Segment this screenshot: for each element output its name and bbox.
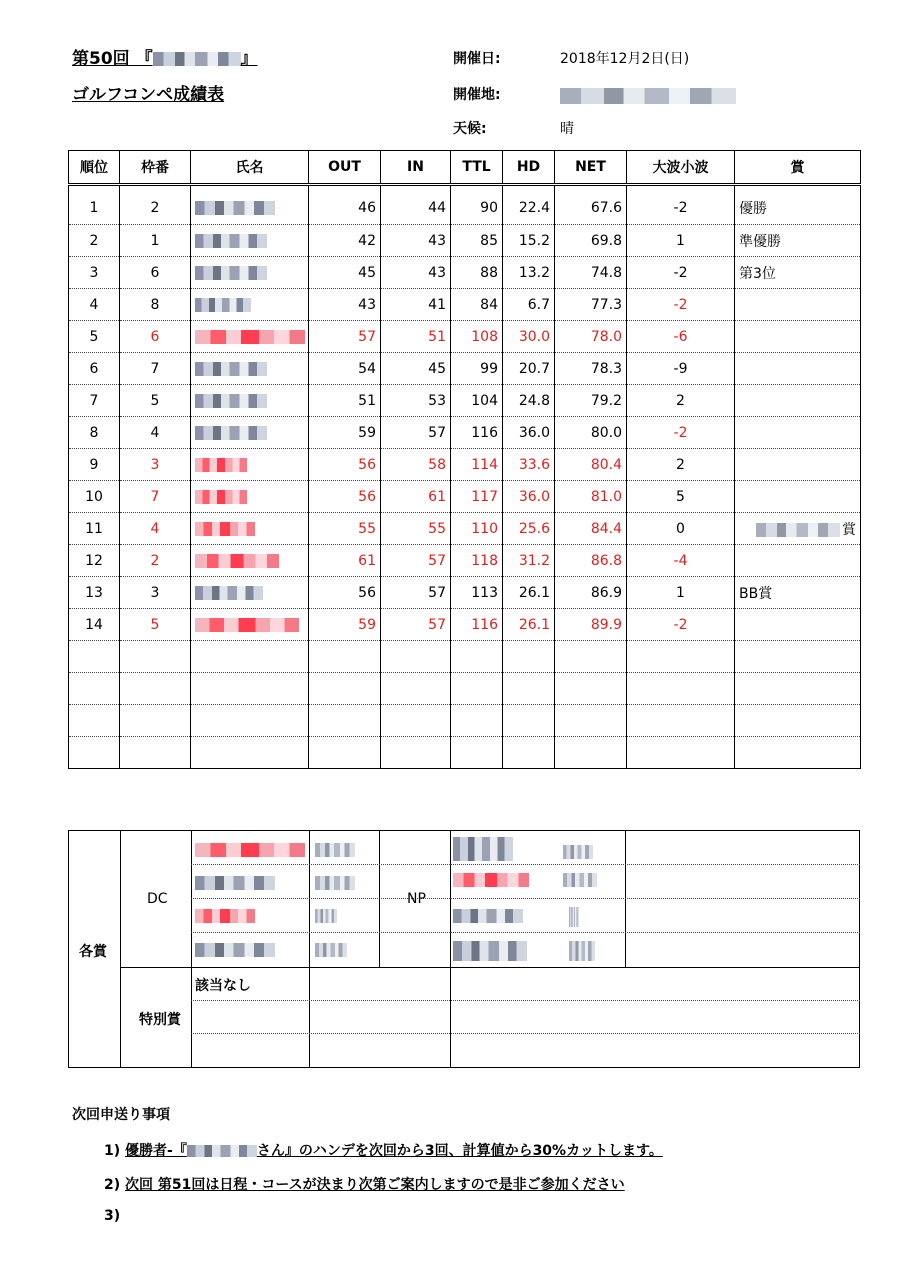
redacted-player-name — [195, 362, 267, 376]
cell-prize: BB賞 — [735, 577, 861, 609]
cell-name — [191, 417, 309, 449]
cell-frame: 7 — [120, 353, 191, 385]
table-row — [69, 481, 861, 513]
cell-hd: 25.6 — [503, 513, 555, 545]
table-empty-row — [69, 737, 861, 769]
redacted-player-name — [195, 618, 299, 632]
redacted-np-name-3 — [453, 909, 523, 923]
cell-prize — [735, 609, 861, 641]
col-net-header: NET — [555, 151, 627, 185]
table-spacer-row — [69, 185, 861, 193]
cell-frame: 7 — [120, 481, 191, 513]
cell-net: 69.8 — [555, 225, 627, 257]
cell-in: 41 — [381, 289, 451, 321]
cell-in: 43 — [381, 257, 451, 289]
cell-out: 56 — [309, 577, 381, 609]
table-row — [69, 257, 861, 289]
cell-in: 51 — [381, 321, 451, 353]
cell-wave: -2 — [627, 193, 735, 225]
cell-rank: 12 — [69, 545, 120, 577]
cell-name — [191, 513, 309, 545]
document-title — [72, 44, 258, 69]
redacted-player-name — [195, 234, 267, 248]
cell-ttl: 116 — [451, 609, 503, 641]
cell-net: 89.9 — [555, 609, 627, 641]
cell-in: 43 — [381, 225, 451, 257]
cell-wave: 2 — [627, 449, 735, 481]
cell-wave: 5 — [627, 481, 735, 513]
redacted-np-name-2 — [453, 873, 529, 887]
dc-label: DC — [147, 891, 168, 907]
col-ttl-header: TTL — [451, 151, 503, 185]
cell-in: 44 — [381, 193, 451, 225]
cell-net: 84.4 — [555, 513, 627, 545]
col-wave-header: 大波小波 — [627, 151, 735, 185]
table-header-row — [69, 151, 861, 185]
cell-out: 56 — [309, 449, 381, 481]
cell-out: 46 — [309, 193, 381, 225]
redacted-dc-name-3 — [195, 909, 255, 923]
table-row — [69, 225, 861, 257]
cell-out: 51 — [309, 385, 381, 417]
cell-prize — [735, 545, 861, 577]
redacted-player-name — [195, 458, 247, 472]
redacted-player-name — [195, 522, 255, 536]
redacted-player-name — [195, 201, 275, 215]
cell-prize — [735, 481, 861, 513]
cell-rank: 4 — [69, 289, 120, 321]
cell-wave: -2 — [627, 609, 735, 641]
cell-net: 78.0 — [555, 321, 627, 353]
cell-in: 55 — [381, 513, 451, 545]
cell-in: 45 — [381, 353, 451, 385]
cell-ttl: 84 — [451, 289, 503, 321]
cell-ttl: 99 — [451, 353, 503, 385]
redacted-player-name — [195, 394, 267, 408]
table-row — [69, 417, 861, 449]
cell-rank: 10 — [69, 481, 120, 513]
cell-prize — [735, 417, 861, 449]
cell-rank: 9 — [69, 449, 120, 481]
cell-frame: 3 — [120, 449, 191, 481]
cell-frame: 3 — [120, 577, 191, 609]
cell-frame: 6 — [120, 321, 191, 353]
cell-frame: 4 — [120, 513, 191, 545]
cell-prize: 優勝 — [735, 193, 861, 225]
cell-ttl: 113 — [451, 577, 503, 609]
redacted-player-name — [195, 298, 251, 312]
cell-prize: 準優勝 — [735, 225, 861, 257]
cell-hd: 20.7 — [503, 353, 555, 385]
cell-prize — [735, 449, 861, 481]
cell-hd: 15.2 — [503, 225, 555, 257]
table-row — [69, 545, 861, 577]
col-rank-header: 順位 — [69, 151, 120, 185]
venue-label: 開催地: — [453, 87, 501, 103]
redacted-prize-name — [756, 523, 840, 537]
cell-name — [191, 225, 309, 257]
note-item-1: 1) 優勝者-『 さん』のハンデを次回から3回、計算値から30%カットします。 — [104, 1143, 663, 1159]
redacted-player-name — [195, 426, 267, 440]
table-row — [69, 577, 861, 609]
cell-in: 57 — [381, 417, 451, 449]
cell-name — [191, 481, 309, 513]
cell-in: 58 — [381, 449, 451, 481]
cell-in: 53 — [381, 385, 451, 417]
cell-rank: 1 — [69, 193, 120, 225]
cell-name — [191, 353, 309, 385]
cell-name — [191, 193, 309, 225]
cell-in: 61 — [381, 481, 451, 513]
col-in-header: IN — [381, 151, 451, 185]
weather-label: 天候: — [453, 121, 487, 137]
cell-rank: 5 — [69, 321, 120, 353]
redacted-player-name — [195, 330, 305, 344]
cell-out: 45 — [309, 257, 381, 289]
cell-frame: 8 — [120, 289, 191, 321]
cell-net: 86.9 — [555, 577, 627, 609]
awards-box — [68, 830, 860, 1068]
cell-rank: 11 — [69, 513, 120, 545]
redacted-np-name-1 — [453, 837, 513, 861]
redacted-dc-value-4 — [315, 943, 347, 957]
cell-name — [191, 257, 309, 289]
cell-frame: 5 — [120, 385, 191, 417]
note-item-2: 2) 次回 第51回は日程・コースが決まり次第ご案内しますので是非ご参加ください — [104, 1177, 625, 1193]
cell-wave: 2 — [627, 385, 735, 417]
cell-wave: 0 — [627, 513, 735, 545]
score-table — [68, 150, 861, 769]
cell-frame: 5 — [120, 609, 191, 641]
cell-net: 80.0 — [555, 417, 627, 449]
note-item-3: 3) — [104, 1208, 121, 1224]
cell-ttl: 116 — [451, 417, 503, 449]
cell-hd: 22.4 — [503, 193, 555, 225]
cell-hd: 13.2 — [503, 257, 555, 289]
cell-name — [191, 289, 309, 321]
cell-in: 57 — [381, 609, 451, 641]
cell-frame: 4 — [120, 417, 191, 449]
cell-out: 54 — [309, 353, 381, 385]
redacted-event-name — [153, 52, 241, 66]
table-empty-row — [69, 641, 861, 673]
cell-hd: 26.1 — [503, 577, 555, 609]
cell-net: 77.3 — [555, 289, 627, 321]
redacted-dc-name-4 — [195, 943, 275, 957]
cell-wave: -9 — [627, 353, 735, 385]
cell-name — [191, 545, 309, 577]
cell-ttl: 108 — [451, 321, 503, 353]
cell-wave: -6 — [627, 321, 735, 353]
cell-hd: 33.6 — [503, 449, 555, 481]
cell-prize — [735, 321, 861, 353]
weather-value: 晴 — [560, 121, 574, 137]
cell-wave: -2 — [627, 289, 735, 321]
cell-out: 43 — [309, 289, 381, 321]
redacted-player-name — [195, 586, 263, 600]
cell-prize — [735, 353, 861, 385]
cell-rank: 7 — [69, 385, 120, 417]
redacted-venue — [560, 88, 736, 104]
special-prize-value: 該当なし — [195, 978, 251, 994]
cell-prize — [735, 289, 861, 321]
table-row — [69, 449, 861, 481]
cell-out: 61 — [309, 545, 381, 577]
table-row — [69, 321, 861, 353]
cell-rank: 14 — [69, 609, 120, 641]
col-frame-header: 枠番 — [120, 151, 191, 185]
redacted-dc-value-2 — [315, 876, 355, 890]
redacted-player-name — [195, 490, 247, 504]
cell-name — [191, 385, 309, 417]
cell-wave: 1 — [627, 577, 735, 609]
awards-section-label: 各賞 — [79, 944, 107, 960]
table-empty-row — [69, 673, 861, 705]
cell-in: 57 — [381, 577, 451, 609]
cell-net: 80.4 — [555, 449, 627, 481]
title-suffix: 』 — [240, 49, 258, 69]
cell-hd: 30.0 — [503, 321, 555, 353]
cell-prize: 賞 — [735, 513, 861, 545]
cell-frame: 1 — [120, 225, 191, 257]
cell-net: 67.6 — [555, 193, 627, 225]
table-row — [69, 385, 861, 417]
cell-ttl: 88 — [451, 257, 503, 289]
cell-name — [191, 449, 309, 481]
cell-net: 86.8 — [555, 545, 627, 577]
redacted-np-value-3 — [569, 907, 579, 927]
redacted-dc-name-2 — [195, 876, 275, 890]
cell-net: 74.8 — [555, 257, 627, 289]
redacted-dc-value-1 — [315, 843, 355, 857]
cell-ttl: 85 — [451, 225, 503, 257]
table-row — [69, 609, 861, 641]
cell-prize — [735, 385, 861, 417]
cell-ttl: 104 — [451, 385, 503, 417]
cell-net: 79.2 — [555, 385, 627, 417]
cell-in: 57 — [381, 545, 451, 577]
redacted-player-name — [195, 554, 279, 568]
cell-frame: 6 — [120, 257, 191, 289]
title-prefix: 第50回 『 — [72, 49, 153, 69]
cell-ttl: 117 — [451, 481, 503, 513]
col-hd-header: HD — [503, 151, 555, 185]
notes-heading: 次回申送り事項 — [72, 1107, 170, 1123]
redacted-np-value-2 — [563, 873, 597, 887]
redacted-np-name-4 — [453, 941, 527, 961]
cell-out: 59 — [309, 609, 381, 641]
date-value: 2018年12月2日(日) — [560, 51, 690, 67]
date-label: 開催日: — [453, 51, 501, 67]
cell-ttl: 118 — [451, 545, 503, 577]
cell-wave: -2 — [627, 417, 735, 449]
redacted-dc-name-1 — [195, 843, 305, 857]
redacted-player-name — [195, 266, 267, 280]
cell-name — [191, 609, 309, 641]
cell-out: 42 — [309, 225, 381, 257]
table-row — [69, 289, 861, 321]
cell-net: 81.0 — [555, 481, 627, 513]
redacted-np-value-4 — [569, 941, 595, 961]
cell-prize: 第3位 — [735, 257, 861, 289]
cell-hd: 26.1 — [503, 609, 555, 641]
cell-ttl: 110 — [451, 513, 503, 545]
cell-rank: 6 — [69, 353, 120, 385]
col-prize-header: 賞 — [735, 151, 861, 185]
table-row — [69, 513, 861, 545]
cell-hd: 6.7 — [503, 289, 555, 321]
cell-out: 59 — [309, 417, 381, 449]
cell-rank: 8 — [69, 417, 120, 449]
redacted-winner-name — [187, 1145, 257, 1157]
col-out-header: OUT — [309, 151, 381, 185]
cell-out: 55 — [309, 513, 381, 545]
table-row — [69, 353, 861, 385]
np-label: NP — [407, 891, 426, 907]
col-name-header: 氏名 — [191, 151, 309, 185]
cell-out: 57 — [309, 321, 381, 353]
cell-ttl: 90 — [451, 193, 503, 225]
redacted-np-value-1 — [563, 845, 593, 859]
cell-hd: 36.0 — [503, 481, 555, 513]
cell-frame: 2 — [120, 193, 191, 225]
cell-out: 56 — [309, 481, 381, 513]
cell-rank: 2 — [69, 225, 120, 257]
redacted-dc-value-3 — [315, 909, 337, 923]
cell-hd: 31.2 — [503, 545, 555, 577]
cell-wave: -2 — [627, 257, 735, 289]
cell-hd: 36.0 — [503, 417, 555, 449]
cell-frame: 2 — [120, 545, 191, 577]
document-subtitle: ゴルフコンペ成績表 — [72, 85, 225, 105]
table-empty-row — [69, 705, 861, 737]
cell-net: 78.3 — [555, 353, 627, 385]
cell-wave: 1 — [627, 225, 735, 257]
cell-rank: 3 — [69, 257, 120, 289]
cell-hd: 24.8 — [503, 385, 555, 417]
cell-ttl: 114 — [451, 449, 503, 481]
cell-wave: -4 — [627, 545, 735, 577]
special-prize-label: 特別賞 — [139, 1012, 181, 1028]
cell-name — [191, 321, 309, 353]
cell-name — [191, 577, 309, 609]
cell-rank: 13 — [69, 577, 120, 609]
table-row — [69, 193, 861, 225]
